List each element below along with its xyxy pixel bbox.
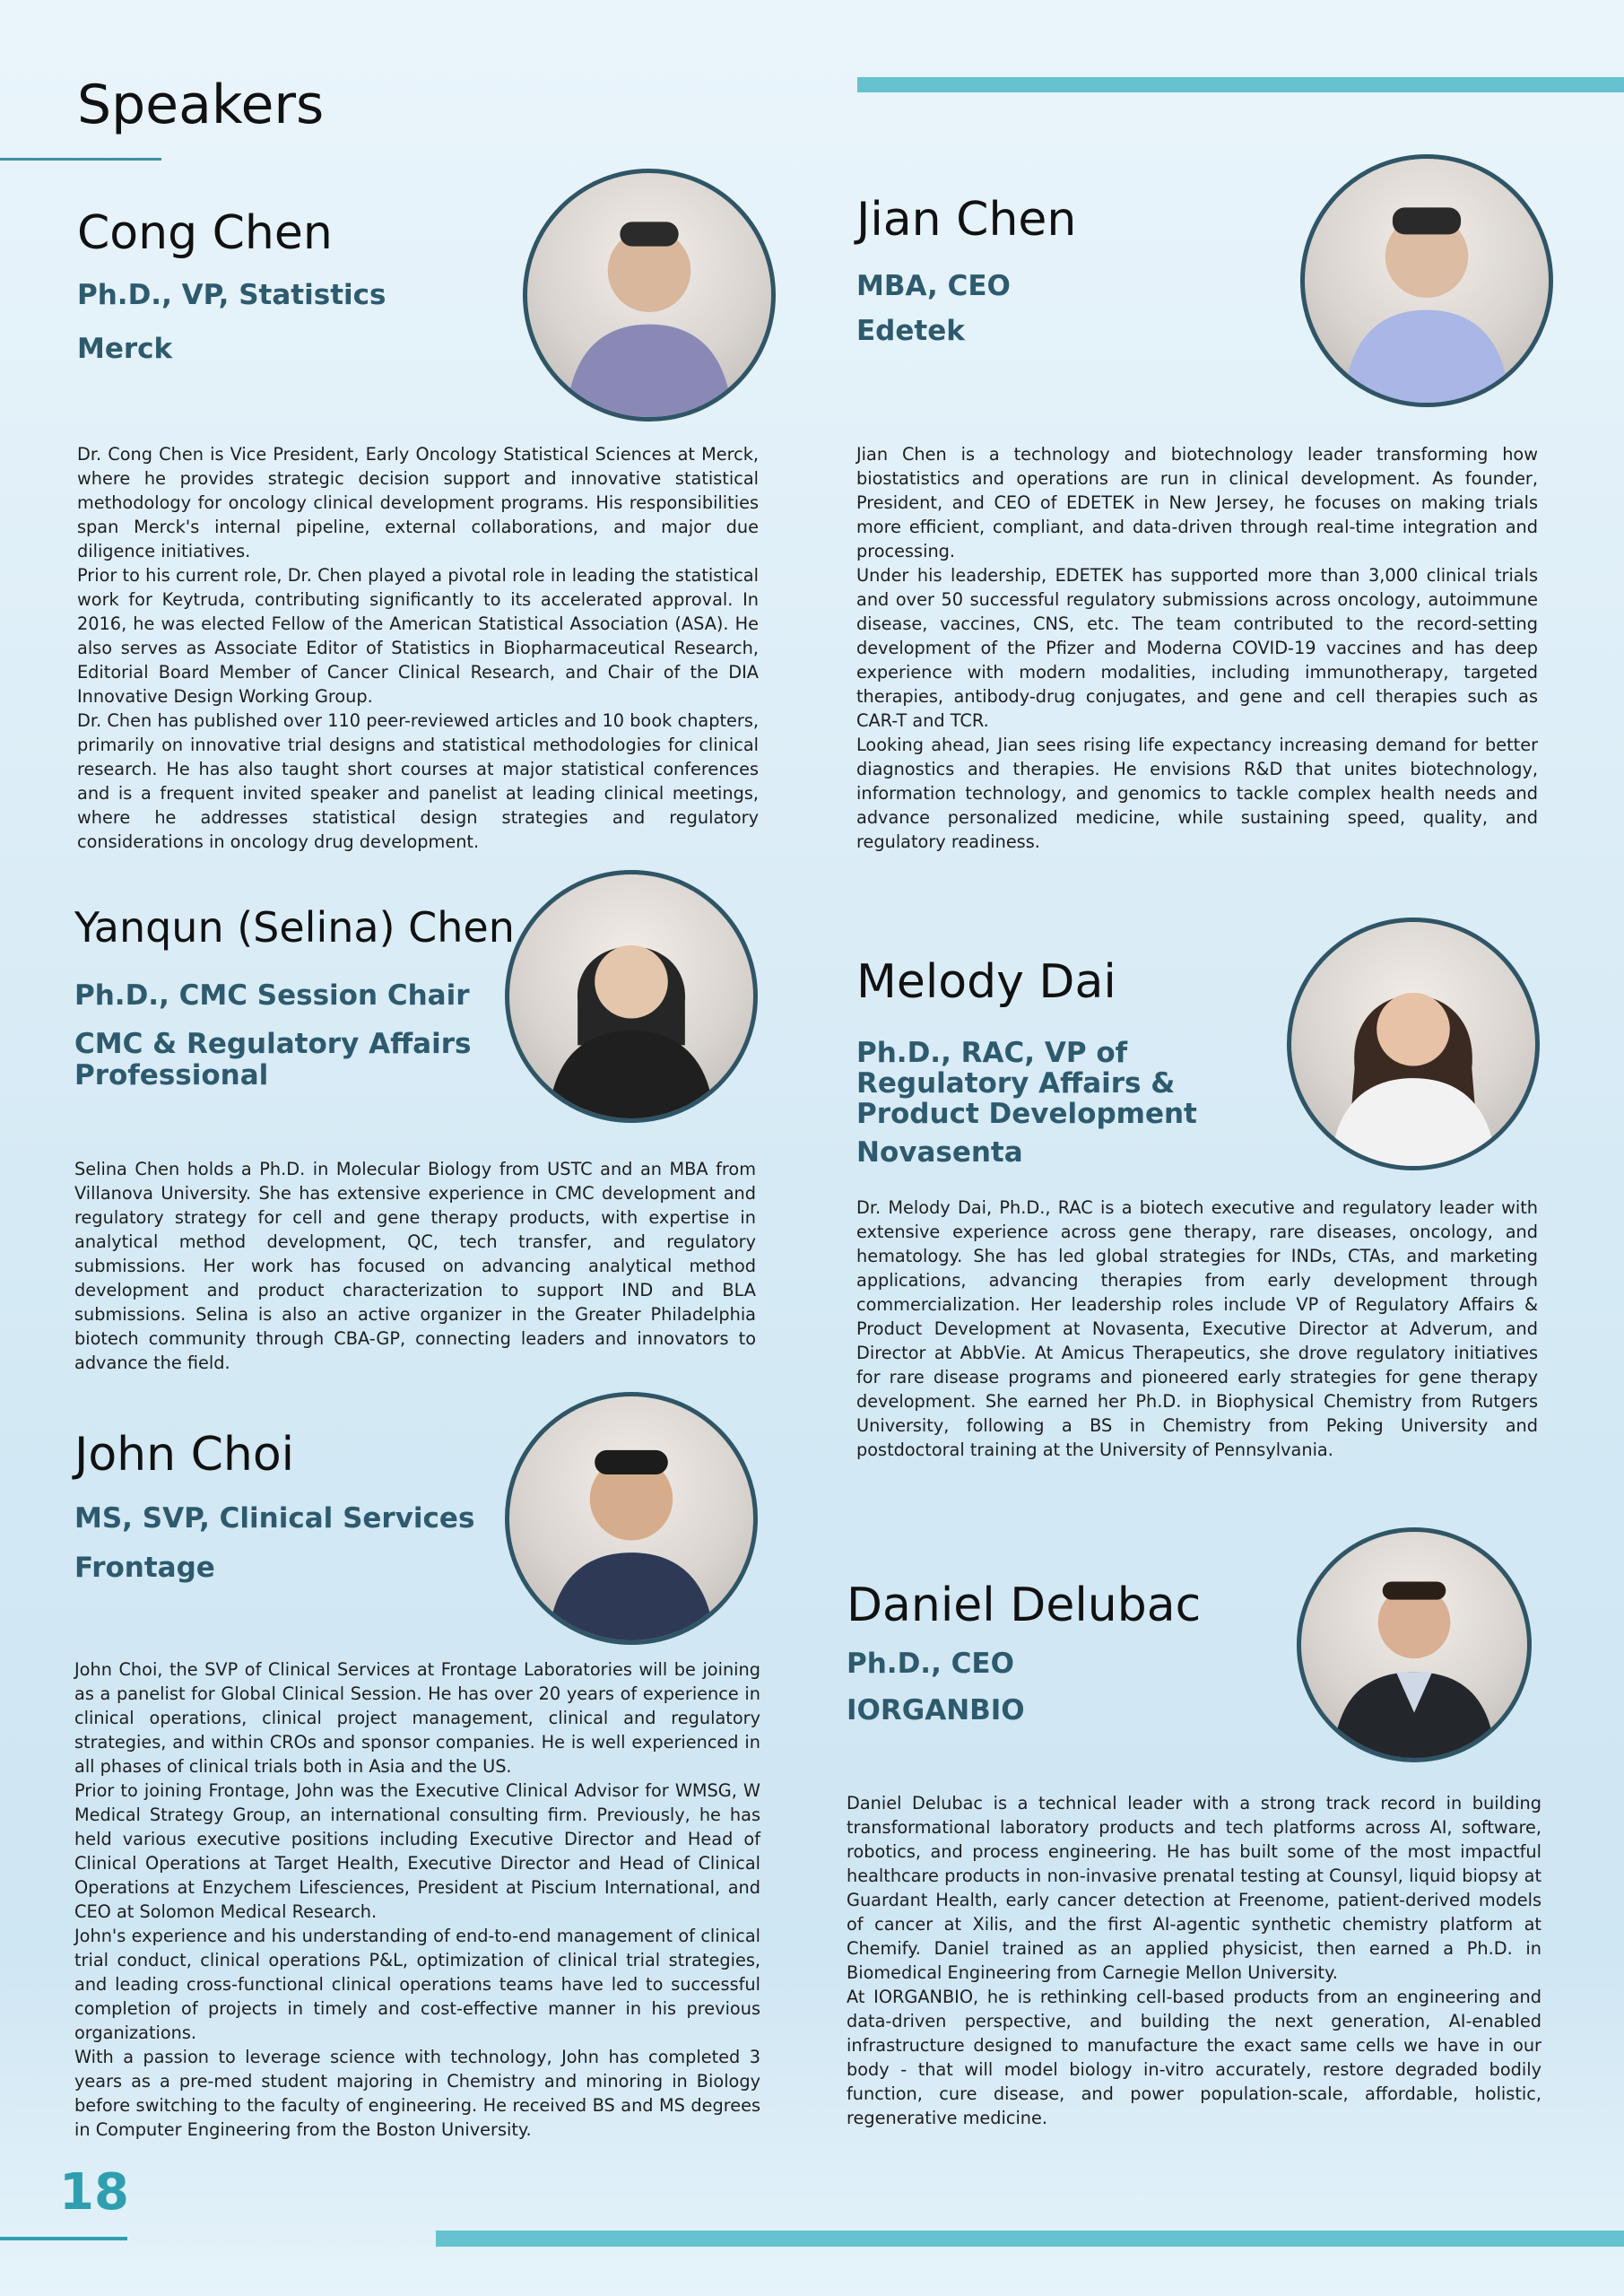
speaker-photo-portrait-icon: [1300, 154, 1553, 407]
speaker-organization: Novasenta: [856, 1136, 1023, 1169]
portrait-icon: [1291, 922, 1535, 1166]
speaker-credentials: MBA, CEO: [856, 270, 1011, 302]
speaker-bio: [74, 1657, 760, 2142]
speaker-photo-portrait-icon: [505, 870, 758, 1123]
bio-paragraph: Dr. Chen has published over 110 peer-reviewed articles and 10 book chapters, primarily on innovative trial designs and statistical methodologies for clinical research. He has also taught short courses at major statistical conferences and is a frequent invited speaker and panelist at leading clinical meetings, where he addresses statistical design strategies and regulatory considerations in oncology drug development.: [77, 710, 759, 852]
speaker-name: Daniel Delubac: [847, 1578, 1202, 1632]
bio-paragraph: Selina Chen holds a Ph.D. in Molecular Biology from USTC and an MBA from Villanova University. She has extensive experience in CMC development and regulatory strategy for cell and gene therapy products, with expertise in analytical method development, QC, tech transfer, and regulatory submissions. Her work has focused on advancing analytical method development and product characterization to support IND and BLA submissions. Selina is also an active organizer in the Greater Philadelphia biotech community through CBA-GP, connecting leaders and innovators to advance the field.: [74, 1159, 756, 1373]
speaker-bio: [856, 1196, 1538, 1462]
portrait-icon: [509, 1396, 753, 1640]
speaker-name: Melody Dai: [856, 955, 1116, 1009]
speaker-organization: Merck: [77, 333, 173, 365]
speaker-name: John Choi: [74, 1428, 295, 1482]
speaker-name: Cong Chen: [77, 206, 333, 260]
bottom-accent-band: [436, 2231, 1624, 2247]
speaker-photo-portrait-icon: [523, 169, 776, 422]
portrait-icon: [1305, 159, 1549, 403]
bio-paragraph: Prior to joining Frontage, John was the Executive Clinical Advisor for WMSG, W Medical Strategy Group, an international consulting firm. Previously, he has held various executive positions including Executive Director and Head of Clinical Operations at Target Health, Executive Director and Head of Clinical Operations at Enzychem Lifesciences, President at Piscium International, and CEO at Solomon Medical Research.: [74, 1780, 760, 1922]
speaker-credentials: Ph.D., CMC Session Chair: [74, 979, 470, 1012]
bio-paragraph: Daniel Delubac is a technical leader with a strong track record in building transformational laboratory products and tech platforms across AI, software, robotics, and process engineering. He has built some of the most impactful healthcare products in non-invasive prenatal testing at Counsyl, liquid biopsy at Guardant Health, early cancer detection at Freenome, patient-derived models of cancer at Xilis, and the first AI-agentic synthetic chemistry platform at Chemify. Daniel trained as an applied physicist, then earned a Ph.D. in Biomedical Engineering from Carnegie Mellon University.: [847, 1793, 1541, 1983]
portrait-icon: [1301, 1532, 1527, 1758]
top-accent-band: [857, 77, 1624, 92]
speaker-bio: [77, 442, 759, 854]
page-number: 18: [59, 2163, 129, 2222]
speaker-bio: [847, 1791, 1541, 2130]
bio-paragraph: Under his leadership, EDETEK has supported more than 3,000 clinical trials and over 50 successful regulatory submissions across oncology, autoimmune disease, vaccines, CNS, etc. The team contributed to the record-setting development of the Pfizer and Moderna COVID-19 vaccines and has deep experience with modern modalities, including immunotherapy, targeted therapies, antibody-drug conjugates, and gene and cell therapies such as CAR-T and TCR.: [856, 565, 1538, 731]
bio-paragraph: At IORGANBIO, he is rethinking cell-based products from an engineering and data-driven perspective, and building the next generation, AI-enabled infrastructure designed to manufacture the exact same cells we have in our body - that will model biology in-vitro accurately, restore degraded bodily function, cure disease, and power population-scale, affordable, holistic, regenerative medicine.: [847, 1987, 1541, 2128]
bio-paragraph: Dr. Melody Dai, Ph.D., RAC is a biotech executive and regulatory leader with extensive experience across gene therapy, rare diseases, oncology, and hematology. She has led global strategies for INDs, CTAs, and marketing applications, advancing therapies from early development through commercialization. Her leadership roles include VP of Regulatory Affairs & Product Development at Novasenta, Executive Director at Adverum, and Director at AbbVie. At Amicus Therapeutics, she drove regulatory initiatives for rare disease programs and pioneered early strategies for gene therapy development. She earned her Ph.D. in Biophysical Chemistry from Rutgers University, following a BS in Chemistry from Peking University and postdoctoral training at the University of Pennsylvania.: [856, 1197, 1538, 1460]
speaker-photo-portrait-icon: [1297, 1527, 1532, 1762]
speaker-organization: IORGANBIO: [847, 1694, 1025, 1726]
bio-paragraph: Dr. Cong Chen is Vice President, Early Oncology Statistical Sciences at Merck, where he provides strategic decision support and innovative statistical methodology for oncology clinical development programs. His responsibilities span Merck's internal pipeline, external collaborations, and major due diligence initiatives.: [77, 444, 759, 561]
speaker-credentials: Ph.D., RAC, VP of Regulatory Affairs & Product Development: [856, 1037, 1197, 1130]
speaker-credentials: Ph.D., VP, Statistics: [77, 279, 386, 311]
speaker-name: Yanqun (Selina) Chen: [74, 903, 515, 952]
speaker-credentials: MS, SVP, Clinical Services: [74, 1502, 475, 1535]
bio-paragraph: Jian Chen is a technology and biotechnology leader transforming how biostatistics and operations are run in clinical development. As founder, President, and CEO of EDETEK in New Jersey, he focuses on making trials more efficient, compliant, and data-driven through real-time integration and processing.: [856, 444, 1538, 561]
page-number-underline: [0, 2237, 127, 2240]
speaker-credentials: Ph.D., CEO: [847, 1648, 1014, 1680]
speaker-bio: [74, 1157, 756, 1375]
portrait-icon: [509, 874, 753, 1118]
speaker-photo-portrait-icon: [1287, 918, 1540, 1170]
bio-paragraph: Prior to his current role, Dr. Chen played a pivotal role in leading the statistical work for Keytruda, contributing significantly to its accelerated approval. In 2016, he was elected Fellow of the American Statistical Association (ASA). He also serves as Associate Editor of Statistics in Biopharmaceutical Research, Editorial Board Member of Cancer Clinical Research, and Chair of the DIA Innovative Design Working Group.: [77, 565, 759, 707]
portrait-icon: [527, 173, 771, 417]
bio-paragraph: John's experience and his understanding of end-to-end management of clinical trial conduct, clinical operations P&L, optimization of clinical trial strategies, and leading cross-functional clinical operations teams have led to successful completion of projects in timely and cost-effective manner in his previous organizations.: [74, 1926, 760, 2043]
bio-paragraph: John Choi, the SVP of Clinical Services at Frontage Laboratories will be joining as a panelist for Global Clinical Session. He has over 20 years of experience in clinical operations, clinical project management, clinical and regulatory strategies, and within CROs and sponsor companies. He is well experienced in all phases of clinical trials both in Asia and the US.: [74, 1659, 760, 1777]
speaker-organization: CMC & Regulatory Affairs Professional: [74, 1028, 472, 1092]
speaker-bio: [856, 442, 1538, 854]
speaker-organization: Frontage: [74, 1552, 215, 1584]
bio-paragraph: With a passion to leverage science with technology, John has completed 3 years as a pre-med student majoring in Chemistry and minoring in Biology before switching to the faculty of engineering. He received BS and MS degrees in Computer Engineering from the Boston University.: [74, 2047, 760, 2140]
speaker-name: Jian Chen: [856, 193, 1077, 247]
speaker-organization: Edetek: [856, 315, 965, 347]
speaker-photo-portrait-icon: [505, 1392, 758, 1645]
title-underline: [0, 158, 161, 161]
bio-paragraph: Looking ahead, Jian sees rising life expectancy increasing demand for better diagnostics and therapies. He envisions R&D that unites biotechnology, information technology, and genomics to tackle complex health needs and advance personalized medicine, while sustaining speed, quality, and regulatory readiness.: [856, 735, 1538, 852]
page-title: Speakers: [77, 74, 325, 136]
